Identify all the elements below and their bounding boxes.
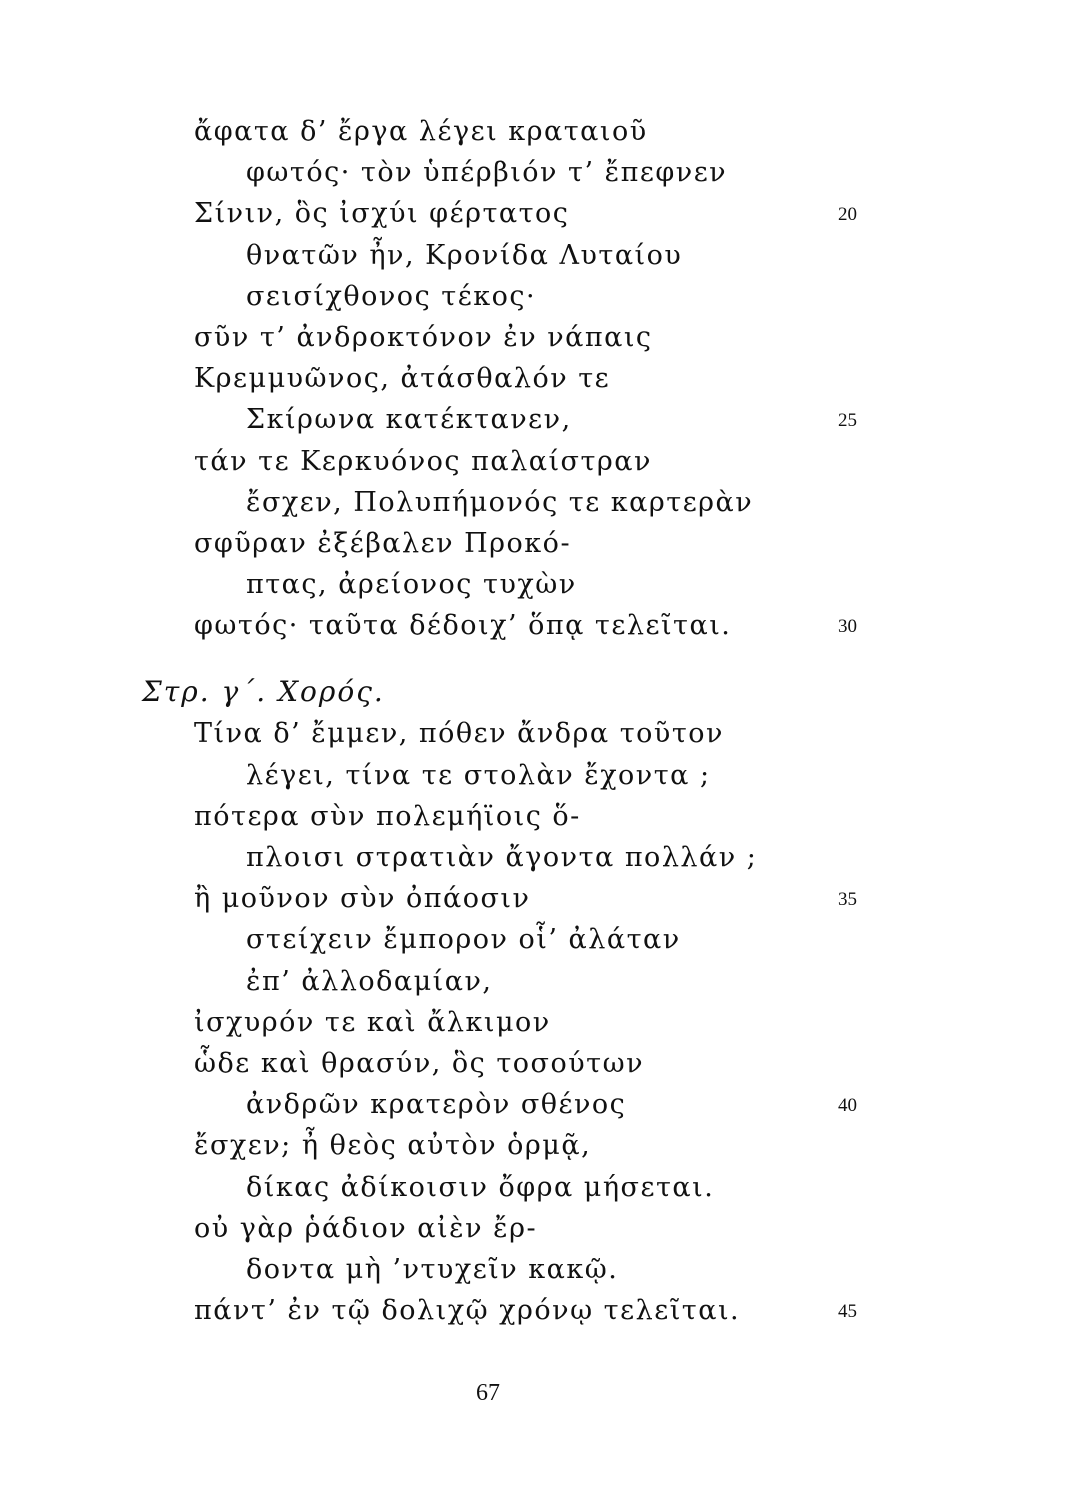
- verse-line: [0, 236, 1070, 276]
- verse-text: Τίνα δ’ ἔμμεν, πόθεν ἄνδρα τοῦτον: [194, 718, 724, 749]
- verse-text: ἔσχεν, Πολυπήμονός τε καρτερὰν: [246, 487, 754, 518]
- verse-text: τάν τε Κερκυόνος παλαίστραν: [194, 446, 652, 477]
- line-number: 40: [838, 1095, 857, 1116]
- page-number: 67: [476, 1380, 500, 1406]
- verse-text: στείχειν ἔμπορον οἷ’ ἀλάταν: [246, 924, 681, 955]
- verse-text: οὐ γὰρ ῥάδιον αἰὲν ἔρ-: [194, 1213, 538, 1244]
- line-number: 45: [838, 1301, 857, 1322]
- verse-line: [0, 838, 1070, 878]
- line-number: 35: [838, 889, 857, 910]
- verse-text: ἢ μοῦνον σὺν ὀπάοσιν: [194, 883, 531, 914]
- verse-text: ἀνδρῶν κρατερὸν σθένος: [246, 1089, 627, 1120]
- line-number: 20: [838, 204, 857, 225]
- verse-line: [0, 1291, 1070, 1331]
- line-number: 25: [838, 410, 857, 431]
- verse-text: δοντα μὴ ’ντυχεῖν κακῷ.: [246, 1254, 619, 1285]
- verse-text: σφῦραν ἐξέβαλεν Προκό-: [194, 528, 572, 559]
- verse-line: [0, 112, 1070, 152]
- verse-text: ἐπ’ ἀλλοδαμίαν,: [246, 966, 493, 997]
- verse-line: [0, 524, 1070, 564]
- verse-line: [0, 714, 1070, 754]
- verse-text: δίκας ἀδίκοισιν ὄφρα μήσεται.: [246, 1172, 715, 1203]
- verse-line: [0, 565, 1070, 605]
- verse-text: ἰσχυρόν τε καὶ ἄλκιμον: [194, 1007, 551, 1038]
- verse-line: [0, 756, 1070, 796]
- verse-text: Σίνιν, ὃς ἰσχύι φέρτατος: [194, 198, 570, 229]
- verse-text: ἔσχεν; ἦ θεὸς αὐτὸν ὁρμᾷ,: [194, 1130, 592, 1161]
- verse-line: [0, 442, 1070, 482]
- verse-text: Κρεμμυῶνος, ἀτάσθαλόν τε: [194, 363, 611, 394]
- verse-text: πλοισι στρατιὰν ἄγοντα πολλάν ;: [246, 842, 758, 873]
- verse-line: [0, 920, 1070, 960]
- verse-line: [0, 1168, 1070, 1208]
- verse-text: λέγει, τίνα τε στολὰν ἔχοντα ;: [246, 760, 711, 791]
- verse-line: [0, 153, 1070, 193]
- verse-text: ἄφατα δ’ ἔργα λέγει κραταιοῦ: [194, 116, 648, 147]
- verse-text: φωτός· τὸν ὑπέρβιόν τ’ ἔπεφνεν: [246, 157, 728, 188]
- verse-text: σεισίχθονος τέκος·: [246, 281, 537, 312]
- verse-line: [0, 879, 1070, 919]
- verse-line: [0, 606, 1070, 646]
- verse-line: [0, 277, 1070, 317]
- verse-line: [0, 1250, 1070, 1290]
- verse-line: [0, 318, 1070, 358]
- verse-text: φωτός· ταῦτα δέδοιχ’ ὅπᾳ τελεῖται.: [194, 610, 732, 641]
- verse-text: πότερα σὺν πολεμήϊοις ὅ-: [194, 801, 581, 832]
- verse-line: [0, 1044, 1070, 1084]
- verse-line: [0, 1003, 1070, 1043]
- section-heading: Στρ. γ΄. Χορός.: [142, 675, 385, 708]
- verse-text: ὧδε καὶ θρασύν, ὃς τοσούτων: [194, 1048, 645, 1079]
- verse-line: [0, 1085, 1070, 1125]
- verse-line: [0, 194, 1070, 234]
- verse-text: Σκίρωνα κατέκτανεν,: [246, 404, 572, 435]
- line-number: 30: [838, 616, 857, 637]
- verse-text: πάντ’ ἐν τῷ δολιχῷ χρόνῳ τελεῖται.: [194, 1295, 741, 1326]
- verse-text: σῦν τ’ ἀνδροκτόνον ἐν νάπαις: [194, 322, 653, 353]
- verse-text: θνατῶν ἦν, Κρονίδα Λυταίου: [246, 240, 683, 271]
- verse-line: [0, 359, 1070, 399]
- verse-line: [0, 483, 1070, 523]
- verse-line: [0, 1126, 1070, 1166]
- verse-line: [0, 1209, 1070, 1249]
- verse-line: [0, 797, 1070, 837]
- verse-line: [0, 962, 1070, 1002]
- verse-text: πτας, ἀρείονος τυχὼν: [246, 569, 577, 600]
- verse-line: [0, 400, 1070, 440]
